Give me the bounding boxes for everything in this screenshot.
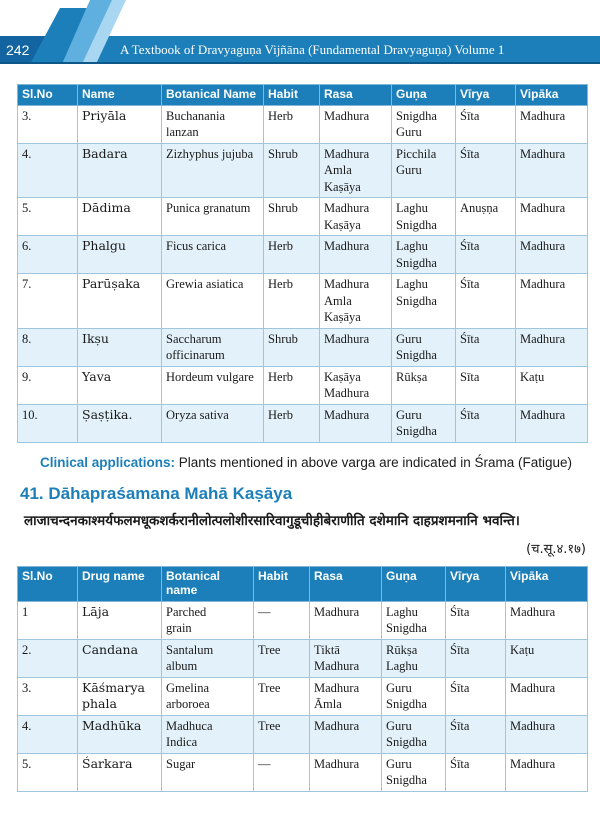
table-cell: Buchanania lanzan bbox=[162, 105, 264, 143]
table-cell: Gmelina arboroea bbox=[162, 677, 254, 715]
table-cell: 1 bbox=[18, 601, 78, 639]
table-cell: Kaṣāya Madhura bbox=[320, 366, 392, 404]
table-cell: Śīta bbox=[456, 274, 516, 329]
table-cell: Madhura bbox=[320, 328, 392, 366]
table-cell: Madhura bbox=[506, 753, 588, 791]
table-cell: Herb bbox=[264, 366, 320, 404]
page-number: 242 bbox=[6, 42, 30, 58]
table-cell: Ṣaṣṭika. bbox=[78, 404, 162, 442]
verse-reference: (च.सू.४.१७) bbox=[526, 542, 586, 557]
column-header: Name bbox=[78, 85, 162, 106]
table-header-row bbox=[18, 567, 588, 602]
table-cell: Hordeum vulgare bbox=[162, 366, 264, 404]
table-row bbox=[18, 274, 588, 329]
column-header: Vīrya bbox=[446, 567, 506, 602]
table-cell: Priyāla bbox=[78, 105, 162, 143]
table-cell: 8. bbox=[18, 328, 78, 366]
table-cell: Madhura bbox=[320, 105, 392, 143]
table-cell: Madhura bbox=[310, 715, 382, 753]
column-header: Guṇa bbox=[382, 567, 446, 602]
running-title: A Textbook of Dravyaguṇa Vijñāna (Fundamental Dravyaguṇa) Volume 1 bbox=[120, 42, 505, 57]
table-cell: Laghu Snigdha bbox=[392, 274, 456, 329]
table-cell: Rūkṣa Laghu bbox=[382, 639, 446, 677]
table-cell: Śīta bbox=[456, 143, 516, 198]
table-cell: Tree bbox=[254, 639, 310, 677]
table-cell: Madhura Kaṣāya bbox=[320, 198, 392, 236]
table-cell: Snigdha Guru bbox=[392, 105, 456, 143]
table-cell: Kaṭu bbox=[506, 639, 588, 677]
table-cell: Śīta bbox=[446, 753, 506, 791]
table-row bbox=[18, 753, 588, 791]
table-cell: 4. bbox=[18, 143, 78, 198]
table-cell: Laghu Snigdha bbox=[392, 198, 456, 236]
table-cell: Parūṣaka bbox=[78, 274, 162, 329]
table-cell: Śīta bbox=[456, 404, 516, 442]
table-cell: Madhura bbox=[516, 404, 588, 442]
column-header: Habit bbox=[264, 85, 320, 106]
table-cell: Tree bbox=[254, 677, 310, 715]
table-row bbox=[18, 715, 588, 753]
table-cell: Śīta bbox=[456, 236, 516, 274]
table-cell: Madhura bbox=[310, 753, 382, 791]
table-cell: Tree bbox=[254, 715, 310, 753]
table-cell: Madhura bbox=[516, 105, 588, 143]
column-header: Drug name bbox=[78, 567, 162, 602]
table-cell: Badara bbox=[78, 143, 162, 198]
column-header: Habit bbox=[254, 567, 310, 602]
table-cell: 7. bbox=[18, 274, 78, 329]
drug-table-2 bbox=[17, 566, 588, 792]
table-cell: Shrub bbox=[264, 143, 320, 198]
table-row bbox=[18, 143, 588, 198]
table-cell: Phalgu bbox=[78, 236, 162, 274]
table-cell: Anuṣṇa bbox=[456, 198, 516, 236]
table-cell: Śīta bbox=[446, 715, 506, 753]
table-cell: Santalum album bbox=[162, 639, 254, 677]
table-cell: Laghu Snigdha bbox=[392, 236, 456, 274]
clinical-applications bbox=[40, 455, 590, 470]
table-cell: Guru Snigdha bbox=[382, 715, 446, 753]
table-cell: Kaṭu bbox=[516, 366, 588, 404]
column-header: Vīrya bbox=[456, 85, 516, 106]
table-row bbox=[18, 601, 588, 639]
table-row bbox=[18, 404, 588, 442]
table-cell: Herb bbox=[264, 404, 320, 442]
table-cell: Dādima bbox=[78, 198, 162, 236]
table-cell: 9. bbox=[18, 366, 78, 404]
table-cell: Parched grain bbox=[162, 601, 254, 639]
table-row bbox=[18, 105, 588, 143]
column-header: Sl.No bbox=[18, 85, 78, 106]
table-cell: Grewia asiatica bbox=[162, 274, 264, 329]
table-cell: Madhura bbox=[310, 601, 382, 639]
table-cell: Shrub bbox=[264, 198, 320, 236]
table-cell: Madhura bbox=[506, 601, 588, 639]
table-cell: Madhura bbox=[506, 677, 588, 715]
column-header: Vipāka bbox=[506, 567, 588, 602]
table-cell: Ficus carica bbox=[162, 236, 264, 274]
table-cell: Zizhyphus jujuba bbox=[162, 143, 264, 198]
table-row bbox=[18, 198, 588, 236]
table-cell: Śīta bbox=[456, 328, 516, 366]
table-cell: Shrub bbox=[264, 328, 320, 366]
table-cell: Lāja bbox=[78, 601, 162, 639]
table-cell: 3. bbox=[18, 105, 78, 143]
table-cell: Saccharum officinarum bbox=[162, 328, 264, 366]
table-cell: Guru Snigdha bbox=[382, 677, 446, 715]
table-row bbox=[18, 639, 588, 677]
table-cell: Madhura bbox=[320, 236, 392, 274]
table-cell: Madhura bbox=[516, 274, 588, 329]
table-cell: 5. bbox=[18, 753, 78, 791]
column-header: Botanical name bbox=[162, 567, 254, 602]
table-cell: Madhura Āmla bbox=[310, 677, 382, 715]
table-cell: Candana bbox=[78, 639, 162, 677]
table-cell: 4. bbox=[18, 715, 78, 753]
table-cell: Śīta bbox=[446, 639, 506, 677]
table-cell: Śīta bbox=[446, 601, 506, 639]
table-cell: Madhura Amla Kaṣāya bbox=[320, 274, 392, 329]
table-cell: Sīta bbox=[456, 366, 516, 404]
table-cell: Oryza sativa bbox=[162, 404, 264, 442]
table-cell: 6. bbox=[18, 236, 78, 274]
table-row bbox=[18, 677, 588, 715]
table-cell: 5. bbox=[18, 198, 78, 236]
table-row bbox=[18, 328, 588, 366]
table-cell: Madhūka bbox=[78, 715, 162, 753]
table-cell: Madhura bbox=[506, 715, 588, 753]
table-cell: Madhura bbox=[516, 143, 588, 198]
column-header: Guṇa bbox=[392, 85, 456, 106]
section-heading: 41. Dāhapraśamana Mahā Kaṣāya bbox=[20, 484, 293, 503]
table-cell: 2. bbox=[18, 639, 78, 677]
table-cell: Madhuca Indica bbox=[162, 715, 254, 753]
table-header-row bbox=[18, 85, 588, 106]
column-header: Botanical Name bbox=[162, 85, 264, 106]
table-cell: Madhura bbox=[516, 198, 588, 236]
table-cell: Picchila Guru bbox=[392, 143, 456, 198]
table-cell: Yava bbox=[78, 366, 162, 404]
column-header: Rasa bbox=[320, 85, 392, 106]
table-cell: 3. bbox=[18, 677, 78, 715]
table-cell: Guru Snigdha bbox=[392, 404, 456, 442]
table-cell: Herb bbox=[264, 236, 320, 274]
table-row bbox=[18, 366, 588, 404]
column-header: Vipāka bbox=[516, 85, 588, 106]
table-cell: Madhura bbox=[320, 404, 392, 442]
table-cell: Śarkara bbox=[78, 753, 162, 791]
table-row bbox=[18, 236, 588, 274]
column-header: Rasa bbox=[310, 567, 382, 602]
table-cell: Laghu Snigdha bbox=[382, 601, 446, 639]
table-cell: Guru Snigdha bbox=[392, 328, 456, 366]
table-cell: Ikṣu bbox=[78, 328, 162, 366]
table-cell: Herb bbox=[264, 105, 320, 143]
table-cell: Guru Snigdha bbox=[382, 753, 446, 791]
table-cell: 10. bbox=[18, 404, 78, 442]
table-cell: Madhura Amla Kaṣāya bbox=[320, 143, 392, 198]
table-cell: Sugar bbox=[162, 753, 254, 791]
table-cell: Madhura bbox=[516, 328, 588, 366]
clinical-label: Clinical applications: bbox=[40, 455, 176, 470]
table-cell: Herb bbox=[264, 274, 320, 329]
clinical-text: Plants mentioned in above varga are indicated in Śrama (Fatigue) bbox=[175, 455, 573, 470]
table-cell: Kāśmarya phala bbox=[78, 677, 162, 715]
page-header bbox=[0, 0, 600, 64]
table-cell: Śīta bbox=[446, 677, 506, 715]
sanskrit-verse: लाजाचन्दनकाश्मर्यफलमधूकशर्करानीलोत्पलोशीरसारिवागुडूचीहीबेराणीति दशेमानि दाहप्रशमनानि भवन्ति। bbox=[24, 513, 520, 529]
table-cell: Rūkṣa bbox=[392, 366, 456, 404]
table-cell: — bbox=[254, 753, 310, 791]
table-cell: Śīta bbox=[456, 105, 516, 143]
drug-table-1 bbox=[17, 84, 588, 443]
table-cell: — bbox=[254, 601, 310, 639]
column-header: Sl.No bbox=[18, 567, 78, 602]
table-cell: Madhura bbox=[516, 236, 588, 274]
table-cell: Punica granatum bbox=[162, 198, 264, 236]
table-cell: Tiktā Madhura bbox=[310, 639, 382, 677]
